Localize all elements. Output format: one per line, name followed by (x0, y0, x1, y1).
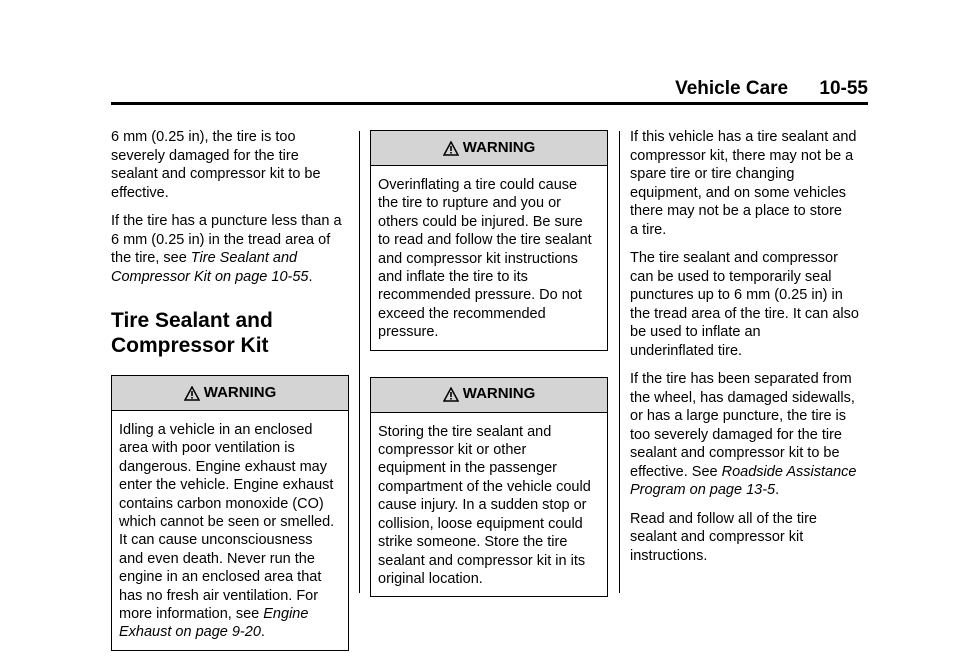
warning-text: Idling a vehicle in an enclosed area with poor ventilation is dangerous. Engine exhaust may enter the vehicle. Engine exhaust contains carbon monoxide (CO) which cannot be seen or smelled. It can cause unconsciousness and even death. Never run the engine in an enclosed area that has no fresh air ventilation. For more information, see Engine Exhaust on page 9-20. (119, 422, 335, 641)
warning-header (371, 131, 607, 166)
warning-text: Storing the tire sealant and compressor kit or other equipment in the passenger compartment of the vehicle could cause injury. In a sudden stop or collision, loose equipment could strike someone. Store the tire sealant and compressor kit in its original location. (378, 423, 591, 587)
warning-label: WARNING (203, 383, 277, 401)
section-heading: Tire Sealant and Compressor Kit (111, 309, 273, 357)
warning-triangle-icon (184, 386, 200, 401)
warning-label: WARNING (462, 385, 536, 403)
warning-triangle-icon (443, 387, 459, 402)
column-divider (359, 131, 360, 593)
cross-reference: Exhaust on page 9-20 (119, 624, 261, 641)
paragraph: If this vehicle has a tire sealant and compressor kit, there may not be a spare tire or tire changing equipment, and on some vehicles there may not be a place to store a tire. (630, 129, 857, 238)
paragraph: If the tire has a puncture less than a 6 mm (0.25 in) in the tread area of the tire, see Tire Sealant and Compressor Kit on page 10-55. (111, 213, 342, 285)
cross-reference: Roadside Assistance (721, 463, 857, 480)
warning-label: WARNING (462, 138, 536, 156)
cross-reference: Program on page 13-5 (630, 482, 776, 498)
paragraph: The tire sealant and compressor can be used to temporarily seal punctures up to 6 mm (0.25 in) in the tread area of the tire. It can also be used to inflate an underinflated tire. (630, 250, 859, 359)
warning-box (370, 130, 608, 351)
warning-box (111, 375, 349, 651)
warning-triangle-icon (443, 141, 459, 156)
paragraph: If the tire has been separated from the wheel, has damaged sidewalls, or has a large puncture, the tire is too severely damaged for the tire sealant and compressor kit to be effective. See Roadside Assistance Program on page 13-5. (630, 371, 857, 498)
page-header (675, 78, 868, 100)
column-3 (630, 128, 870, 575)
paragraph: Read and follow all of the tire sealant and compressor kit instructions. (630, 510, 817, 564)
page-number: 10-55 (819, 78, 868, 99)
warning-text: Overinflating a tire could cause the tire to rupture and you or others could be injured. Be sure to read and follow the tire sealant and compressor kit instructions and inflate the tire to its recommended pressure. Do not exceed the recommended pressure. (378, 177, 592, 341)
warning-header (112, 376, 348, 411)
paragraph: 6 mm (0.25 in), the tire is too severely damaged for the tire sealant and compressor kit to be effective. (111, 129, 321, 201)
column-divider (619, 131, 620, 593)
column-2 (370, 130, 610, 597)
cross-reference: Engine (263, 606, 309, 623)
warning-header (371, 378, 607, 413)
cross-reference: Compressor Kit on page 10-55 (111, 268, 309, 285)
section-title: Vehicle Care (675, 78, 789, 99)
header-rule (111, 102, 868, 105)
cross-reference: Tire Sealant and (190, 250, 298, 266)
warning-box (370, 377, 608, 598)
column-1 (111, 128, 351, 651)
